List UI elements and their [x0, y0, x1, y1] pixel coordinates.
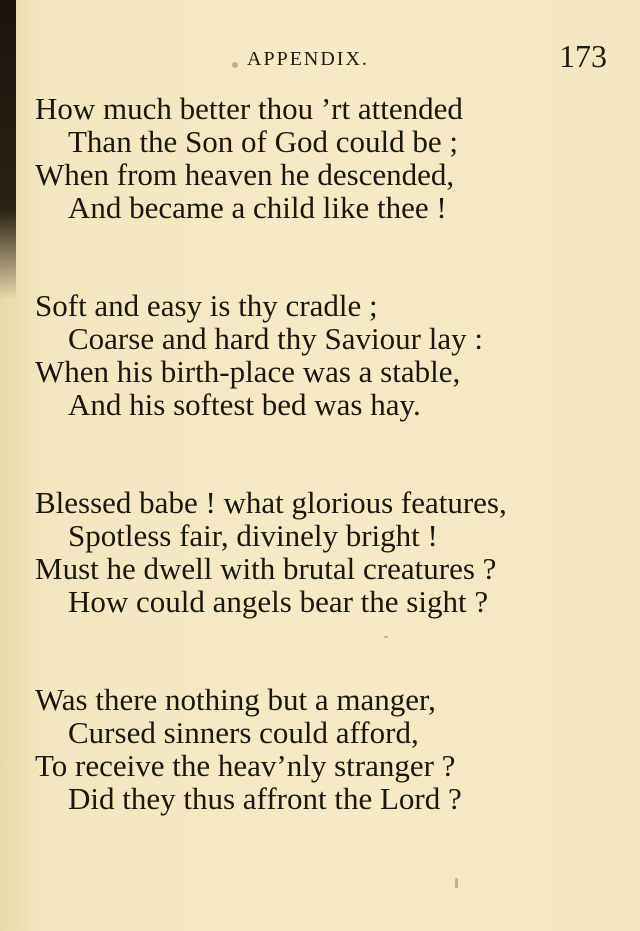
stanza-4	[35, 683, 625, 815]
ink-speck	[455, 878, 458, 888]
verse-line: Did they thus affront the Lord ?	[68, 781, 462, 816]
verse-line: To receive the heav’nly stranger ?	[35, 748, 456, 783]
verse-line: When from heaven he descended,	[35, 157, 455, 192]
verse-line: Must he dwell with brutal creatures ?	[35, 551, 497, 586]
verse-line: And became a child like thee !	[68, 190, 447, 225]
verse-line: And his softest bed was hay.	[68, 387, 421, 422]
poem	[35, 92, 625, 815]
stanza-3	[35, 486, 625, 618]
verse-line: Spotless fair, divinely bright !	[68, 518, 438, 553]
stanza-2	[35, 289, 625, 421]
running-head: APPENDIX.	[247, 48, 369, 70]
verse-line: Was there nothing but a manger,	[35, 682, 436, 717]
verse-line: Soft and easy is thy cradle ;	[35, 288, 378, 323]
page-number: 173	[559, 38, 607, 74]
verse-line: How could angels bear the sight ?	[68, 584, 489, 619]
verse-line: How much better thou ’rt attended	[35, 91, 463, 126]
verse-line: When his birth-place was a stable,	[35, 354, 461, 389]
page-header	[0, 38, 640, 78]
verse-line: Blessed babe ! what glorious features,	[35, 485, 507, 520]
verse-line: Than the Son of God could be ;	[68, 124, 459, 159]
verse-line: Coarse and hard thy Saviour lay :	[68, 321, 483, 356]
stanza-1	[35, 92, 625, 224]
verse-line: Cursed sinners could afford,	[68, 715, 419, 750]
